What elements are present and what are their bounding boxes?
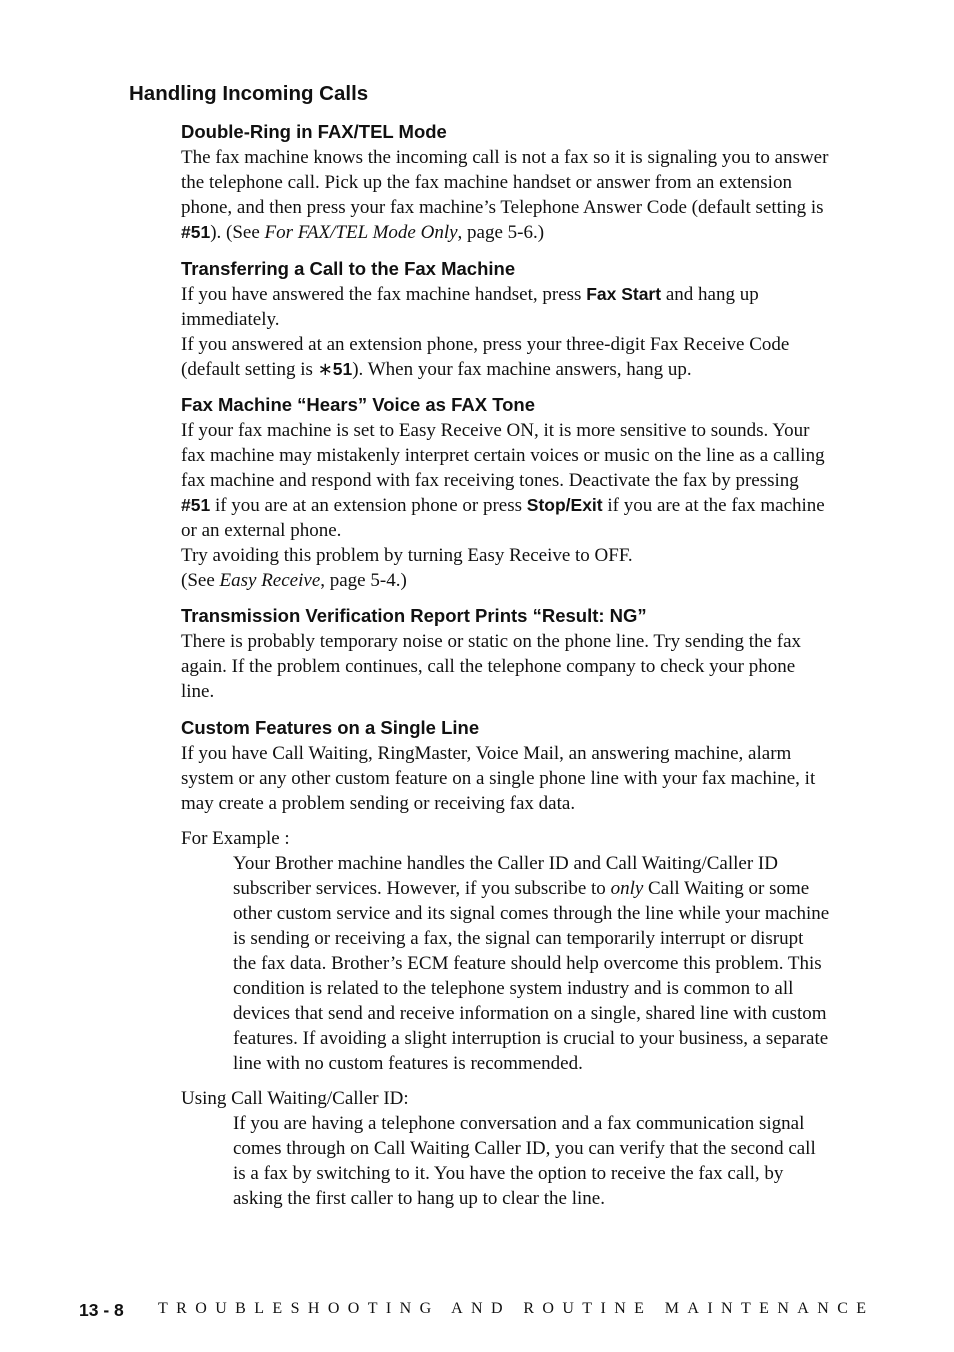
star-icon: ∗ [317,359,333,380]
section-title: Fax Machine “Hears” Voice as FAX Tone [181,394,536,415]
key-name: Stop/Exit [526,495,603,515]
page-heading: Handling Incoming Calls [129,82,369,105]
section-paragraph: The fax machine knows the incoming call is not a fax so it is signaling you to answer the telephone call. Pick up the fax machine handset or answer from an extension phone, and then press your fax machine’s Telephone Answer Code (default setting is #51). (See For FAX/TEL Mode Only, page 5-6.) [181,147,829,243]
example-paragraph: Your Brother machine handles the Caller ID and Call Waiting/Caller ID subscriber services. However, if you subscribe to only Call Waiting or some other custom service and its signal comes through the line while your machine is sending or receiving a fax, the signal can temporarily interrupt or disrupt the fax data. Brother’s ECM feature should help overcome this problem. This condition is related to the telephone system industry and is common to all devices that send and receive information on a single, shared line with custom features. If avoiding a slight interruption is crucial to your business, a separate line with no custom features is recommended. [233,853,830,1074]
section-double-ring [181,120,831,245]
section-title: Custom Features on a Single Line [181,717,480,738]
chapter-title: TROUBLESHOOTING AND ROUTINE MAINTENANCE [158,1300,875,1317]
section-paragraph: If your fax machine is set to Easy Receive ON, it is more sensitive to sounds. Your fax machine may mistakenly interpret certain voices or music on the line as a calling fax machine and respond with fax receiving tones. Deactivate the fax by pressing #51 if you are at an extension phone or press Stop/Exit if you are at the fax machine or an external phone. [181,420,825,541]
section-paragraph: There is probably temporary noise or static on the phone line. Try sending the fax again. If the problem continues, call the telephone company to check your phone line. [181,631,802,702]
section-paragraph: Try avoiding this problem by turning Easy Receive to OFF. [181,545,633,566]
section-paragraph: If you answered at an extension phone, press your three-digit Fax Receive Code (default setting is ∗51). When your fax machine answers, hang up. [181,334,790,380]
section-paragraph: If you have answered the fax machine handset, press Fax Start and hang up immediately. [181,284,759,330]
section-fax-hears-voice [181,393,831,593]
call-waiting-paragraph: If you are having a telephone conversation and a fax communication signal comes through on Call Waiting Caller ID, you can verify that the second call is a fax by switching to it. You have the option to receive the fax call, by asking the first caller to hang up to clear the line. [233,1113,816,1209]
code-text: 51 [332,359,353,379]
section-title: Double-Ring in FAX/TEL Mode [181,121,447,142]
section-title: Transmission Verification Report Prints “Result: NG” [181,605,647,626]
section-paragraph: (See Easy Receive, page 5-4.) [181,570,407,591]
call-waiting-label: Using Call Waiting/Caller ID: [181,1088,409,1109]
section-transferring-call [181,257,831,382]
cross-reference: Easy Receive [219,570,321,591]
section-paragraph: If you have Call Waiting, RingMaster, Voice Mail, an answering machine, alarm system or any other custom feature on a single phone line with your fax machine, it may create a problem sending or receiving fax data. [181,743,816,814]
emphasis-text: only [610,878,644,899]
page-number: 13 - 8 [79,1300,124,1320]
code-text: #51 [181,495,211,515]
section-custom-features [181,716,831,1211]
cross-reference: For FAX/TEL Mode Only [264,222,458,243]
section-title: Transferring a Call to the Fax Machine [181,258,516,279]
key-name: Fax Start [586,284,662,304]
example-label: For Example : [181,828,290,849]
code-text: #51 [181,222,211,242]
page-footer [79,1298,875,1324]
section-transmission-report [181,604,831,704]
